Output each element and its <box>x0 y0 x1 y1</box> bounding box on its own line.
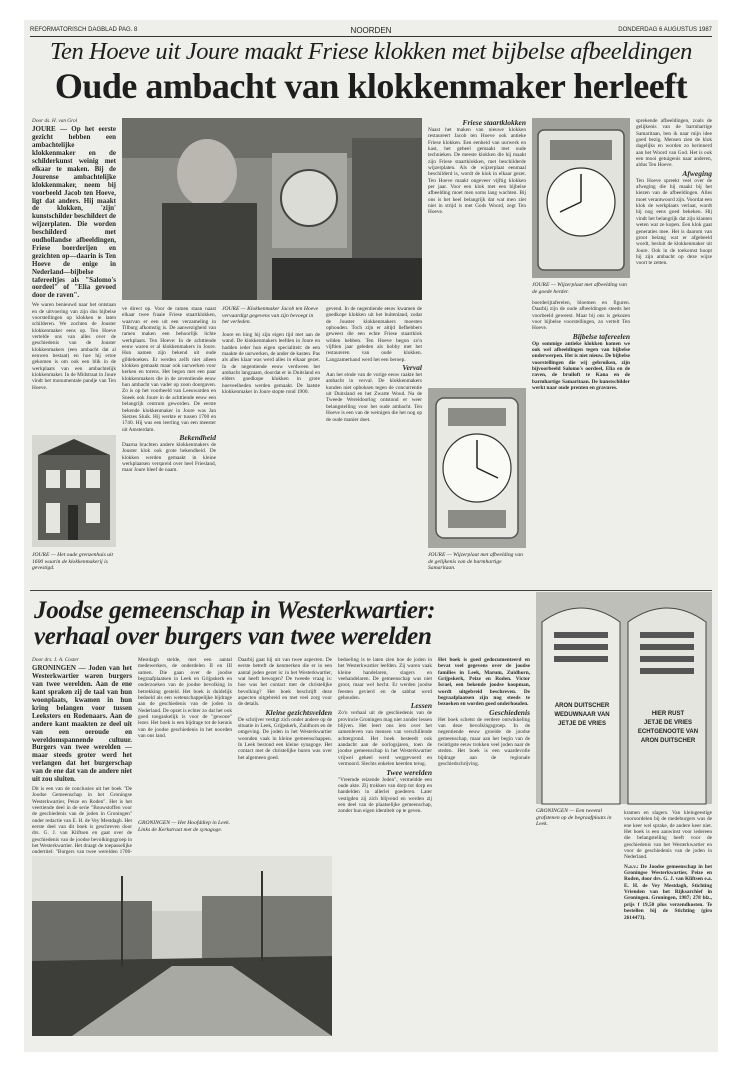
article1-subhead-verval: Verval <box>402 363 422 373</box>
canal-photo-caption: GRONINGEN — Het Hoofddiep in Leek. Links de Kerkstraat met de synagoge. <box>138 820 230 833</box>
article1-subhead-bekendheid: Bekendheid <box>179 432 216 442</box>
tombstone-right-line-4: ARON DUITSCHER <box>640 738 696 744</box>
article1-column-2 <box>122 306 216 581</box>
article2-column-5 <box>438 657 530 1035</box>
tombstones-caption: GRONINGEN — Een tweetal grafstenen op de begraafplaats in Leek. <box>536 808 612 827</box>
article2-col4-body: bedoeling is te laten zien hoe de joden in het Westerkwartier leefden. Zij waren vaak kleine handelaren, slagers en veehandelaren. De gemeenschap was niet groot, maar wel hecht. Er werden joodse feesten gevierd en de sabbat werd gehouden. <box>338 657 432 702</box>
tombstone-right-line-2: JETJE DE VRIES <box>643 720 693 726</box>
clock-photo-samaritaan-image <box>428 388 526 548</box>
article1-col7-body: sprekende afbeeldingen, zoals de gelijkenis van de barmhartige Samaritaan, ben ik naar mijn idee goed bezig. Mensen zien de klok dagelijks en worden zo herinnerd aan het Woord van God. Het is ook een mooi getuigenis naar anderen, aldus Ten Hoeve. <box>636 118 712 169</box>
article2-lead: GRONINGEN — Joden van het Westerkwartier waren burgers van twee werelden. Aan de ene kant spraken zij de taal van hun woonplaats, kwamen in hun kring belangen voor tussen Leeksters en Rodenaars. Aan de andere kant maakten ze deel uit van een oeroude en wereldomspannende cultuur. Burgers van twee werelden — maar steeds groter werd het verlangen dat het burgerschap van de ene dat van de andere niet uit zou sluiten. <box>32 664 132 784</box>
article1-column-5 <box>428 118 526 383</box>
tombstone-left-line-2: WEDUWNAAR VAN <box>554 712 610 718</box>
tombstone-left-inscription <box>544 702 620 729</box>
article1-byline: Door ds. H. van Grol <box>32 118 78 124</box>
article2-col3-body: Daarbij gaat hij uit van twee aspecten. De eerste betreft de kenmerken die er in een aantal joden gezet is: in het Westerkwartier, wat heeft bewogen? De tweede vraag is: hoe was het contact met de christelijke bevolking? Het boek beschrijft deze aspecten uitgebreid en met veel zorg voor de details. <box>238 657 332 708</box>
page-header-section: NOORDEN <box>350 26 392 35</box>
article2-headline <box>34 598 504 650</box>
article1-col1-body: We waren benieuwd naar het ontstaan en de uitvoering van zijn dus bijbelse voorstellingen op klokken te laten schilderen. We zochten de Jouster klokkenmaker eens op. Ten Hoeve vertelde ons van alles over de geschiedenis van de Jouster klokkenmakers (een ambacht dat al eeuwen bestaat) en hoe hij ertoe gekomen is om ook een blik in de werkplaats van een ambachtelijk klokkenmaker. In de Midstraat in Joure vindt het monumentale pandje van Ten Hoeve. <box>32 302 116 391</box>
article1-col4-body2: Aan het einde van de vorige eeuw raakte het ambacht in verval. De klokkenmakers konden niet opboksen tegen de concurrentie uit Duitsland en het Zwarte Woud. Na de Tweede Wereldoorlog ontstond er weer belangstelling voor het oude ambacht. Ten Hoeve is een van de weinigen die het nog op de oude manier doet. <box>326 372 422 423</box>
house-photo <box>32 435 116 547</box>
clock-photo-herder-image <box>532 118 630 278</box>
tombstones-photo-image <box>536 592 712 804</box>
article1-subhead-staartklokken: Friese staartklokken <box>462 118 526 127</box>
article1-column-6 <box>532 300 630 582</box>
article2-column-2: Mestdagh stelde, met een aantal medewerkers, de onderdelen II en III samen. Die gaan over de joodse begraafplaatsen in Leek en Grijpskerk en onderzoeken van de joodse bevolking in betrekking gesteld. Het boek is duidelijk bedoeld als een wetenschappelijke bijdrage aan de geschiedenis van de joden in Nederland. De opzet is echter zo dat het ook goed toegankelijk is voor de "gewone" lezer. Het boek is een bijdrage tot de kennis van de joodse geschiedenis in het noorden van ons land. <box>138 657 232 740</box>
portrait-photo <box>122 118 422 300</box>
article2-col6-body: kramen en slagers. Van kleingeestige vooroordelen bij de medeburgers was de ene keer wel sprake, de andere keer niet. Het boek is een aanwinst voor iedereen die belangstelling heeft voor de geschiedenis van het Westerkwartier en voor de geschiedenis van de joden in Nederland. <box>624 810 712 861</box>
canal-photo-image <box>32 856 332 1036</box>
house-photo-caption: JOURE — Het oude grenzenhuis uit 1600 waarin de klokkenmakerij is gevestigd. <box>32 552 114 571</box>
section-divider <box>30 590 712 591</box>
page-header <box>30 24 712 37</box>
tombstone-right-line-3: ECHTGENOOTE VAN <box>637 729 699 735</box>
article2-subhead-gezichtsvelden: Kleine gezichtsvelden <box>265 707 332 717</box>
article2-headline-line-1: Joodse gemeenschap in Westerkwartier: <box>34 597 436 624</box>
tombstone-right-inscription <box>630 710 706 746</box>
clock-photo-samaritaan-caption: JOURE — Wijzerplaat met afbeelding van de gelijkenis van de barmhartige Samaritaan. <box>428 552 523 571</box>
article1-column-4 <box>326 306 422 581</box>
article2-column-3 <box>238 657 332 849</box>
portrait-photo-image <box>122 118 422 300</box>
article2-col5-body2: Het boek schetst de eerdere ontwikkeling van deze bevolkingsgroep. In de negentiende eeuw groeide de joodse gemeenschap, maar aan het begin van de twintigste eeuw trokken veel joden naar de steden. Het boek is een waardevolle bijdrage aan de regionale geschiedschrijving. <box>438 716 530 768</box>
newspaper-page <box>24 20 718 1052</box>
article2-column-6 <box>624 810 712 1035</box>
article1-col4-body: gevend. In de negentiende eeuw kwamen de goedkope klokken uit het buitenland, zodat de Jouster klokkenmakers moesten ophouden. Toch zijn er altijd liefhebbers geweest die een echte Friese staartklok wilden hebben. Ten Hoeve begon zo'n vijftien jaar geleden als hobby met het restaureren van oude klokken. Langzamerhand werd het een beroep. <box>326 306 422 363</box>
article1-col2-body: ve direct op. Voor de ramen staan naast elkaar twee fraaie Friese staartklokken, waarvan er een uit een verzameling in Tilburg afkomstig is. De aanwezigheid van ramen maken een behoorlijk lichte werkplaats. Ten Hoeve: In de achttiende eeuw waren er al klokkenmakers in Joure. Hun namen zijn bekend uit oude gildeboeken. Er werden zelfs niet alleen klokken gemaakt maar ook uurwerken voor kerken en torens. Het begon met een paar klokkenmakers die in de zeventiende eeuw hun ambacht van vader op zoon doorgaven. Zo is op het voorbeeld van Leeuwarden en Sneek ook Joure in de achttiende eeuw een belangrijk centrum geworden. De eerste bekende klokkenmaker in Joure was Jan Sietzes Sluik. Hij werkte er tussen 1700 en 1740. Hij was een leerling van een meester uit Amsterdam. <box>122 306 216 433</box>
article2-book-info: N.a.v.: De Joodse gemeenschap in het Groningse Westerkwartier, Peize en Roden, door drs. G. J. van Kliftsen e.a. E. H. de Vey Mestdagh, Stichting Vrienden van het Rijksarchief in Groningen. Groningen, 1987; 278 blz., prijs f 19,50 plus verzendkosten. Te bestellen bij de Stichting (giro 2614473). <box>624 863 712 921</box>
article1-col6-body2: Op sommige antieke klokken komen we ook wel afbeeldingen tegen van bijbelse onderwerpen. Het is niet nieuw. De bijbelse voorstellingen die wij gebruiken, zijn bijvoorbeeld Salomo's oordeel, Elia en de raven, de bruiloft te Kana en de barmhartige Samaritaan. De kunstschilder werkt naar oude prenten en gravures. <box>532 340 630 392</box>
article1-column-7 <box>636 118 712 580</box>
canal-photo <box>32 856 332 1036</box>
portrait-photo-caption: JOURE — Klokkenmaker Jacob ten Hoeve vervaardigt gegevens van zijn bevoegt in het verleden. <box>222 306 319 325</box>
article2-col5-body: Het boek is goed gedocumenteerd en bevat veel gegevens over de joodse families in Leek, Marum, Zuidhorn, Grijpskerk, Peize en Roden. Victor Israel, een bekende joodse koopman, wordt uitgebreid beschreven. De begraafplaatsen zijn nog steeds te bezoeken en worden goed onderhouden. <box>438 657 530 708</box>
article1-subhead-tafereelen: Bijbelse tafereelen <box>572 331 630 341</box>
page-header-left: REFORMATORISCH DAGBLAD PAG. 8 <box>30 27 138 33</box>
article2-col4-body2: Zo'n verhaal uit de geschiedenis van de provincie Groningen mag niet zonder lessen blijven. Het leert ons iets over het samenleven van mensen van verschillende achtergrond. Het boek besteedt ook aandacht aan de oorlogsjaren, toen de joodse gemeenschap in het Westerkwartier vrijwel geheel werd weggevoerd en vermoord. Slechts enkelen keerden terug. <box>338 710 432 768</box>
article2-col4-body3: "Vreemde reizende Joden", vermeldde een oude akte. Zij trokken van dorp tot dorp en handelden in allerlei goederen. Later vestigden zij zich blijvend en werden zij een deel van de plaatselijke gemeenschap, zonder hun eigen identiteit op te geven. <box>338 776 432 815</box>
clock-photo-herder-caption: JOURE — Wijzerplaat met afbeelding van de goede herder. <box>532 282 627 295</box>
tombstone-left-line-1: ARON DUITSCHER <box>554 703 610 709</box>
article1-subhead-afweging: Afweging <box>682 168 712 178</box>
article2-column-1 <box>32 657 132 856</box>
article1-column-3: Joure en hing hij zijn eigen tijd met aan de wand. De klokkenmakers leefden in Joure en hadden ieder hun eigen specialiteit: de een maakte de uurwerken, de ander de kasten. Pas als alles klaar was werd alles in elkaar gezet. In de negentiende eeuw verdween het ambacht langzaam, doordat er in Duitsland en elders goedkope klokken in grote hoeveelheden werden gemaakt. De laatste klokkenmaker in Joure stopte rond 1900. <box>222 332 320 396</box>
article2-column-4 <box>338 657 432 1035</box>
clock-photo-herder <box>532 118 630 278</box>
tombstone-left-line-3: JETJE DE VRIES <box>557 721 607 727</box>
article1-col5-body: Naast het maken van nieuwe klokken restaureert Jacob ten Hoeve ook antieke Friese klokken. Een eenheid van uurwerk en kast, het geheel gemaakt met oude technieken. De meeste klokken die hij maakt zijn Friese staartklokken, met beschilderde wijzerplaten. Als de wijzerplaat eenmaal beschilderd is, wordt de klok in elkaar gezet. Ten Hoeve maakt ongeveer vijftig klokken per jaar. Voor een klok met een bijbelse afbeelding moet men soms lang wachten. Bij ons is het heel belangrijk dat wat men ziet niet in strijd is met Gods Woord, zegt Ten Hoeve. <box>428 127 526 216</box>
tombstones-photo <box>536 592 712 804</box>
house-photo-image <box>32 435 116 547</box>
article2-subhead-twee-werelden: Twee werelden <box>386 767 432 777</box>
article2-byline: Door drs. J. A. Coster <box>32 657 79 663</box>
tombstone-right-line-1: HIER RUST <box>651 711 685 717</box>
article2-subhead-geschiedenis: Geschiedenis <box>489 707 530 717</box>
article1-headline: Oude ambacht van klokkenmaker herleeft <box>54 66 688 106</box>
article2-col3-body2: De schrijver vestigt zich onder andere op de situatie in Leek, Grijpskerk, Zuidhorn en de omgeving. De joden in het Westerkwartier woonden vaak in kleine gemeenschappen. In Leek bestond een kleine synagoge. Het contact met de christelijke buren was over het algemeen goed. <box>238 716 332 761</box>
article1-kicker: Ten Hoeve uit Joure maakt Friese klokken met bijbelse afbeeldingen <box>50 38 692 65</box>
article2-headline-line-2: verhaal over burgers van twee werelden <box>34 623 432 650</box>
article1-lead: JOURE — Op het eerste gezicht hebben een ambachtelijke klokkenmaker en de schilderkunst weinig met elkaar te maken. Bij de Jourense ambachtelijke klokkenmaker, neem bij voorbeeld Jacob ten Hoeve, ligt dat anders. Hij maakt de klokken, 'zijn' kunstschilder beschildert de wijzerplaten. Die worden beschilderd met oudhollandse afbeeldingen, Friese boerderijen en gezichten op—daarin is Ten Hoeve de enige in Nederland—bijbelse tafereeltjes als "Salomo's oordeel" of "Elia gevoed door de raven". <box>32 125 116 300</box>
clock-photo-samaritaan <box>428 388 526 548</box>
article1-col2-body2: Daarna brachten andere klokkenmakers de Jouster klok ook grote bekendheid. De klokken werden gemaakt in kleine werkplaatsen verspreid over heel Friesland, maar Joure bleef de naam. <box>122 441 216 474</box>
article1-col6-body: boerderijtaferelen, bloemen en figuren. Daarbij zijn de oude afbeeldingen steeds het voorbeeld geweest. Maar bij ons is gekozen voor bijbelse voorstellingen, zo vertelt Ten Hoeve. <box>532 300 630 332</box>
article2-col1-body: Dit is een van de conclusies uit het boek "De Joodse Gemeenschap in het Groningse Westerkwartier, Peize en Roden". Het is het veertiende deel in de serie "Bouwstoffen voor de geschiedenis van de joden in Groningen" onder redactie van E. H. de Vey Mestdagh. Het eerste deel van dit boek is geschreven door drs. G. J. van Kliftsen en gaat over de geschiedenis van de joodse bevolkingsgroep in het Westerkwartier. Het draagt de toepasselijke ondertitel: "Burgers van twee werelden 1700- <box>32 785 132 856</box>
article2-subhead-lessen: Lessen <box>410 701 432 711</box>
article1-col7-body2: Ten Hoeve spreekt veel over de afweging die hij maakt bij het kiezen van de afbeeldingen. Alles moet verantwoord zijn. Voordat een klok de werkplaats verlaat, wordt hij nog eens goed bekeken. Hij vindt het belangrijk dat zijn klanten weten wat ze kopen. Een klok gaat generaties mee. Het is daarom van groot belang wat er afgebeeld wordt, besluit de klokkenmaker uit Joure. Ook in de toekomst hoopt hij zijn ambacht op deze wijze voort te zetten. <box>636 177 712 267</box>
page-header-date: DONDERDAG 6 AUGUSTUS 1987 <box>618 27 712 33</box>
